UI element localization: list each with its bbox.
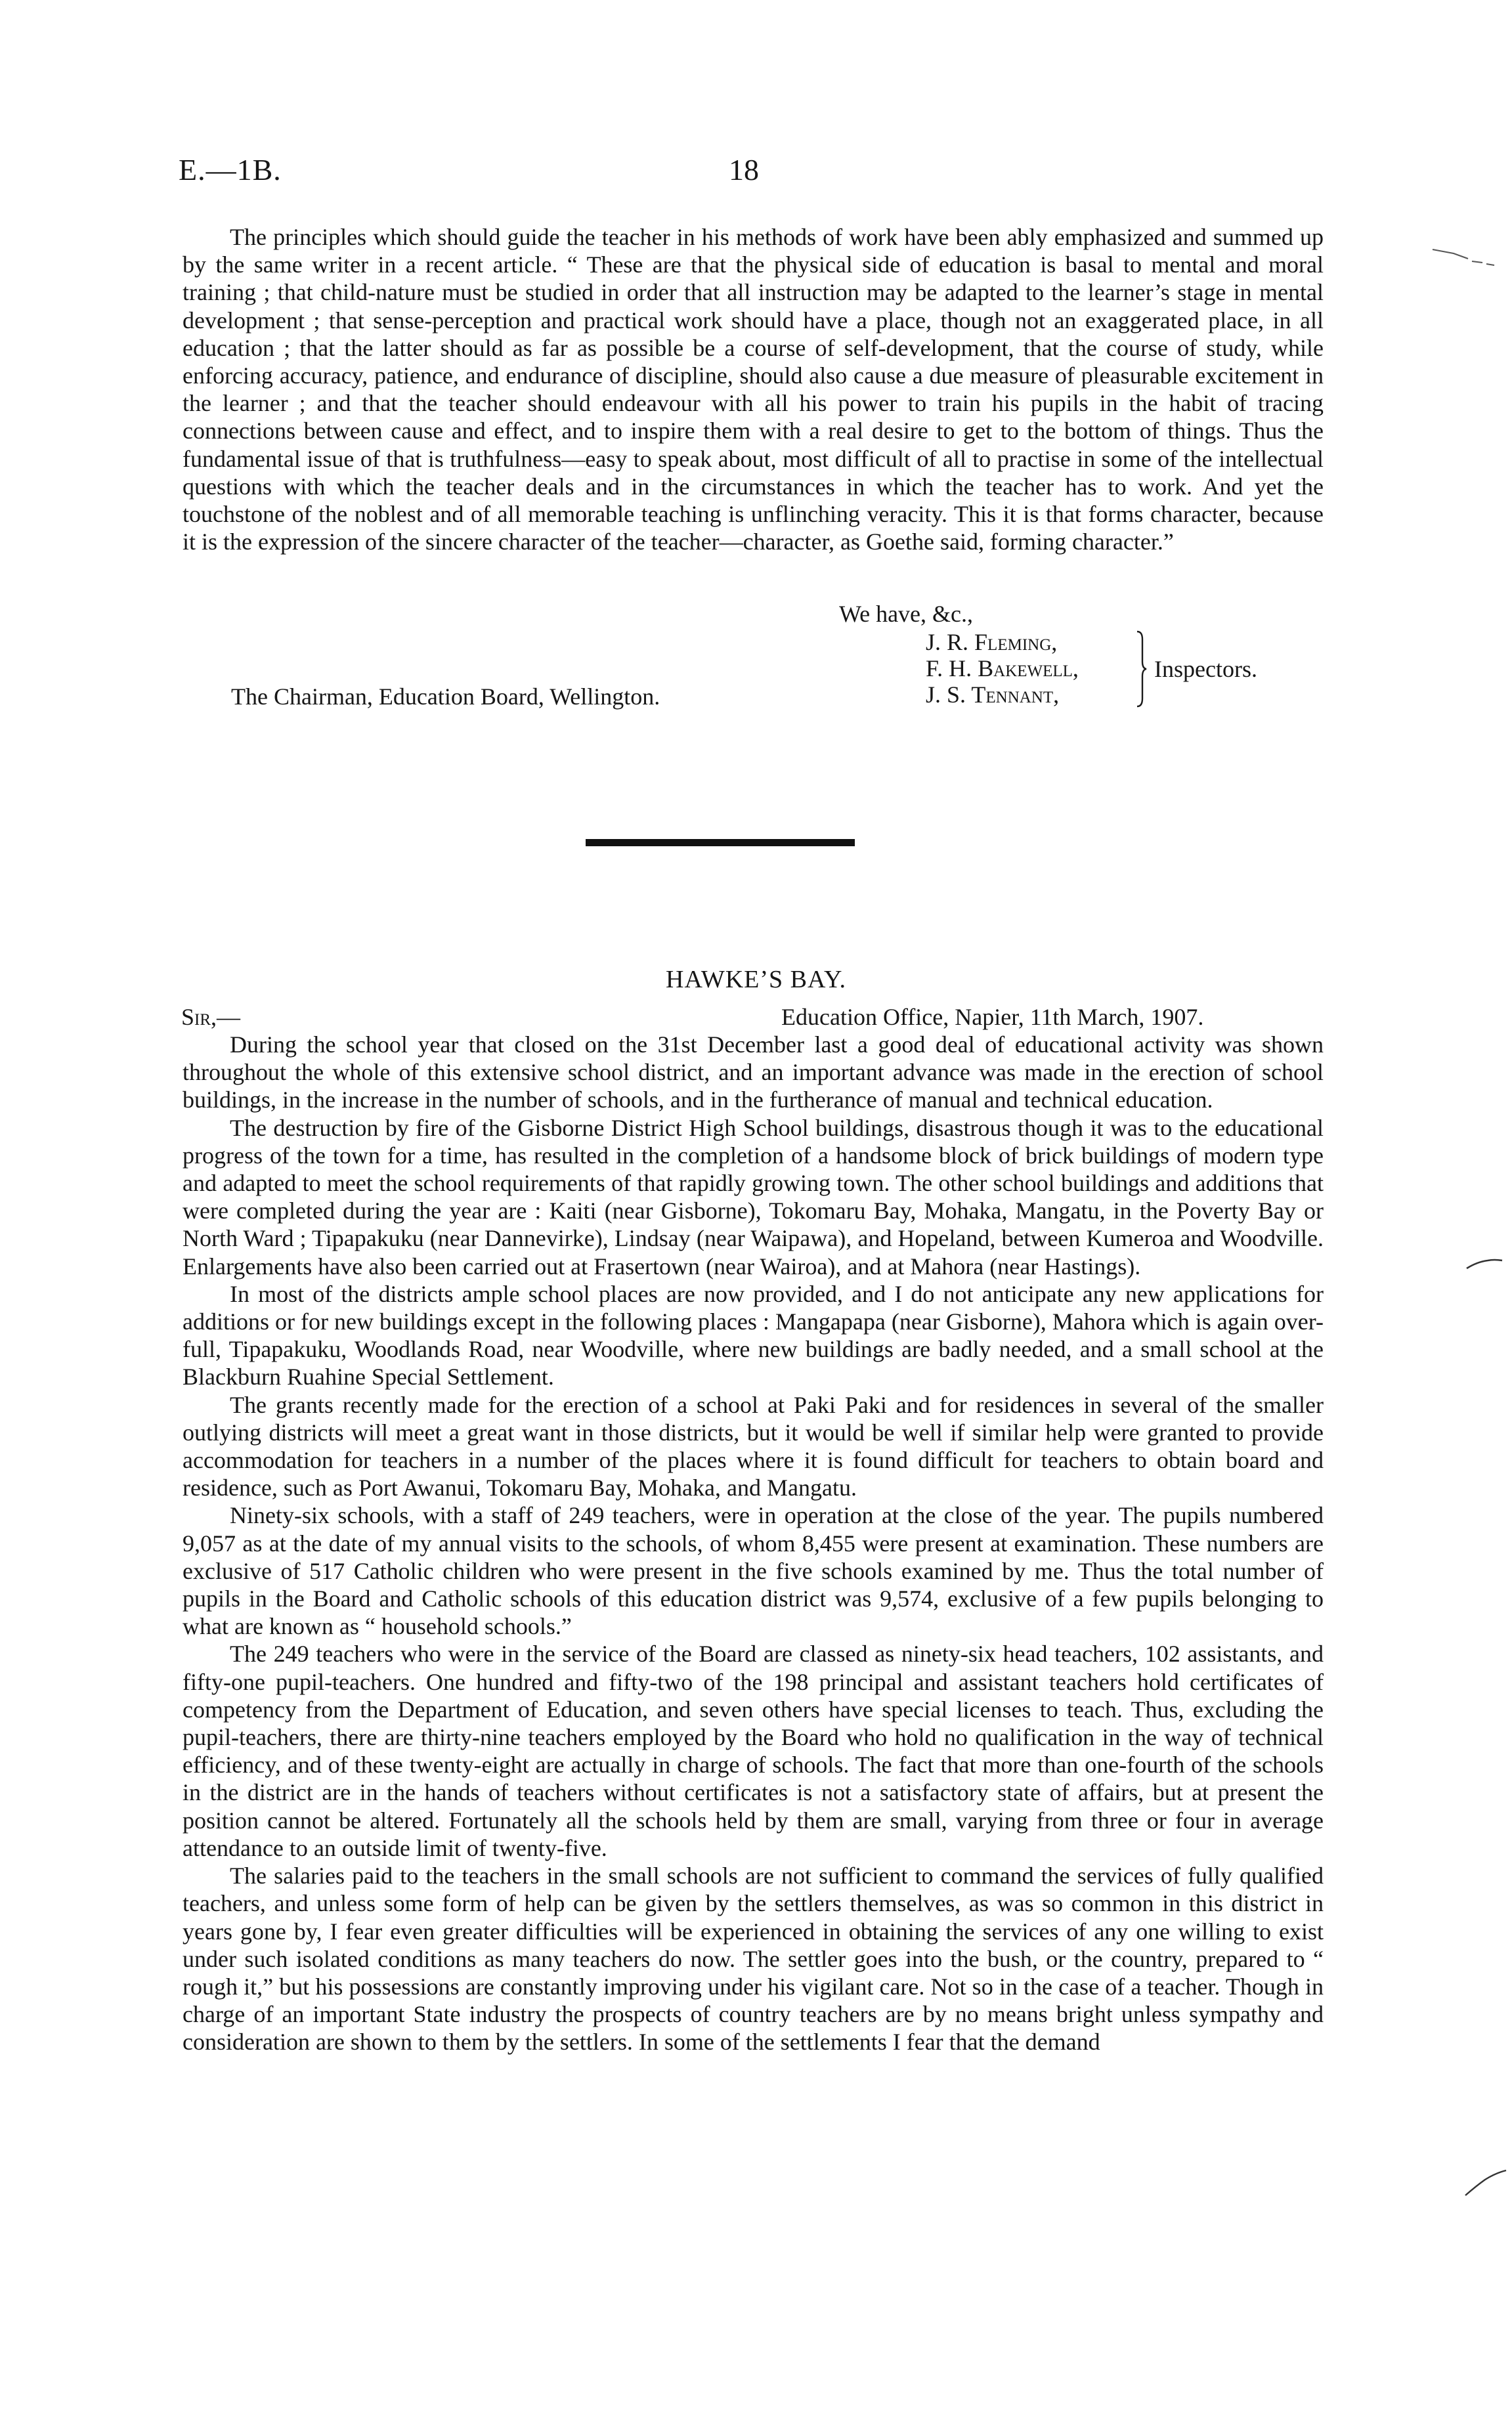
paragraph: The 249 teachers who were in the service of the Board are classed as ninety-six head teachers, 102 assistants, and fifty-one pupil-teachers. One hundred and fifty-two of the 198 principal and assistant teachers hold certificates of competency from the Department of Education, and seven others have special licenses to teach. Thus, excluding the pupil-teachers, there are thirty-nine teachers employed by the Board who hold no qualification in the way of technical efficiency, and of these twenty-eight are actually in charge of schools. The fact that more than one-fourth of the schools in the district are in the hands of teachers without certificates is not a satisfactory state of affairs, but at present the position cannot be altered. Fortunately all the schools held by them are small, varying from three or four in average attendance to an outside limit of twenty-five. xyxy=(183,1641,1324,1861)
paragraph: The grants recently made for the erection of a school at Paki Paki and for residences in several of the smaller outlying districts will meet a great want in those districts, but it would be well if similar help were granted to provide accommodation for teachers in a number of the places where it is found difficult for teachers to obtain board and residence, such as Port Awanui, Tokomaru Bay, Mohaka, and Mangatu. xyxy=(183,1391,1324,1501)
paragraph: Ninety-six schools, with a staff of 249 teachers, were in operation at the close of the year. The pupils numbered 9,057 as at the date of my annual visits to the schools, of whom 8,455 were present at examination. These numbers are exclusive of 517 Catholic children who were present in the five schools examined by me. Thus the total number of pupils in the Board and Catholic schools of this education district was 9,574, exclusive of a few pupils belonging to what are known as “ household schools.” xyxy=(183,1502,1324,1640)
paragraph: During the school year that closed on the 31st December last a good deal of educational activity was shown throughout the whole of this extensive school district, and an important advance was made in the erection of school buildings, in the increase in the number of schools, and in the furtherance of manual and technical education. xyxy=(183,1031,1324,1113)
section-title: HAWKE’S BAY. xyxy=(666,966,846,993)
report-body-main xyxy=(183,1031,1324,2056)
section-reference: E.—1B. xyxy=(179,153,282,186)
signatory: J. R. Fleming, xyxy=(926,629,1058,655)
signatory: F. H. Bakewell, xyxy=(926,655,1079,681)
report-body-top xyxy=(183,223,1324,555)
dateline: Education Office, Napier, 11th March, 1907. xyxy=(781,1004,1204,1030)
addressee: The Chairman, Education Board, Wellington. xyxy=(231,683,660,710)
page-number: 18 xyxy=(729,153,759,186)
signatory-list xyxy=(926,629,1079,708)
closing-line: We have, &c., xyxy=(839,601,974,627)
section-divider xyxy=(586,839,855,846)
salutation: Sir,— xyxy=(181,1004,241,1030)
paragraph: The principles which should guide the teacher in his methods of work have been ably emphasized and summed up by the same writer in a recent article. “ These are that the physical side of education is basal to mental and moral training ; that child-nature must be studied in order that all instruction may be adapted to the learner’s stage in mental development ; that sense-perception and practical work should have a place, though not an exaggerated place, in all education ; that the latter should as far as possible be a course of self-development, that the course of study, while enforcing accuracy, patience, and endurance of discipline, should also cause a due measure of pleasurable excitement in the learner ; and that the teacher should endeavour with all his power to train his pupils in the habit of tracing connections between cause and effect, and to inspire them with a real desire to get to the bottom of things. Thus the fundamental issue of that is truthfulness—easy to speak about, most difficult of all to practise in some of the intellectual questions with which the teacher deals and in the circumstances in which the teacher has to work. And yet the touchstone of the noblest and of all memorable teaching is unflinching veracity. This it is that forms character, because it is the expression of the sincere character of the teacher—character, as Goethe said, forming character.” xyxy=(183,224,1324,555)
signatory-role: Inspectors. xyxy=(1154,656,1257,682)
margin-mark xyxy=(1463,2166,1509,2199)
margin-mark xyxy=(1465,1254,1505,1274)
signatory: J. S. Tennant, xyxy=(926,681,1060,708)
paragraph: In most of the districts ample school places are now provided, and I do not anticipate any new applications for additions or for new buildings except in the following places : Mangapapa (near Gisborne), Mahora which is again over-full, Tipapakuku, Woodlands Road, near Woodville, where new buildings are badly needed, and a small school at the Blackburn Ruahine Special Settlement. xyxy=(183,1280,1324,1390)
margin-mark xyxy=(1431,236,1497,269)
paragraph: The destruction by fire of the Gisborne District High School buildings, disastrous though it was to the educational progress of the town for a time, has resulted in the completion of a handsome block of brick buildings of modern type and adapted to meet the school requirements of that rapidly growing town. The other school buildings and additions that were completed during the year are : Kaiti (near Gisborne), Tokomaru Bay, Mohaka, Mangatu, in the Poverty Bay or North Ward ; Tipapakuku (near Dannevirke), Lindsay (near Waipawa), and Hopeland, between Kumeroa and Woodville. Enlargements have also been carried out at Frasertown (near Wairoa), and at Mahora (near Hastings). xyxy=(183,1114,1324,1280)
paragraph: The salaries paid to the teachers in the small schools are not sufficient to command the services of fully qualified teachers, and unless some form of help can be given by the settlers themselves, as was so common in this district in years gone by, I fear even greater difficulties will be experienced in obtaining the services of any one willing to exist under such isolated conditions as many teachers do now. The settler goes into the bush, or the country, prepared to “ rough it,” but his possessions are constantly improving under his vigilant care. Not so in the case of a teacher. Though in charge of an important State industry the prospects of country teachers are by no means bright unless sympathy and consideration are shown to them by the settlers. In some of the settlements I fear that the demand xyxy=(183,1863,1324,2056)
brace-icon xyxy=(1136,630,1148,708)
